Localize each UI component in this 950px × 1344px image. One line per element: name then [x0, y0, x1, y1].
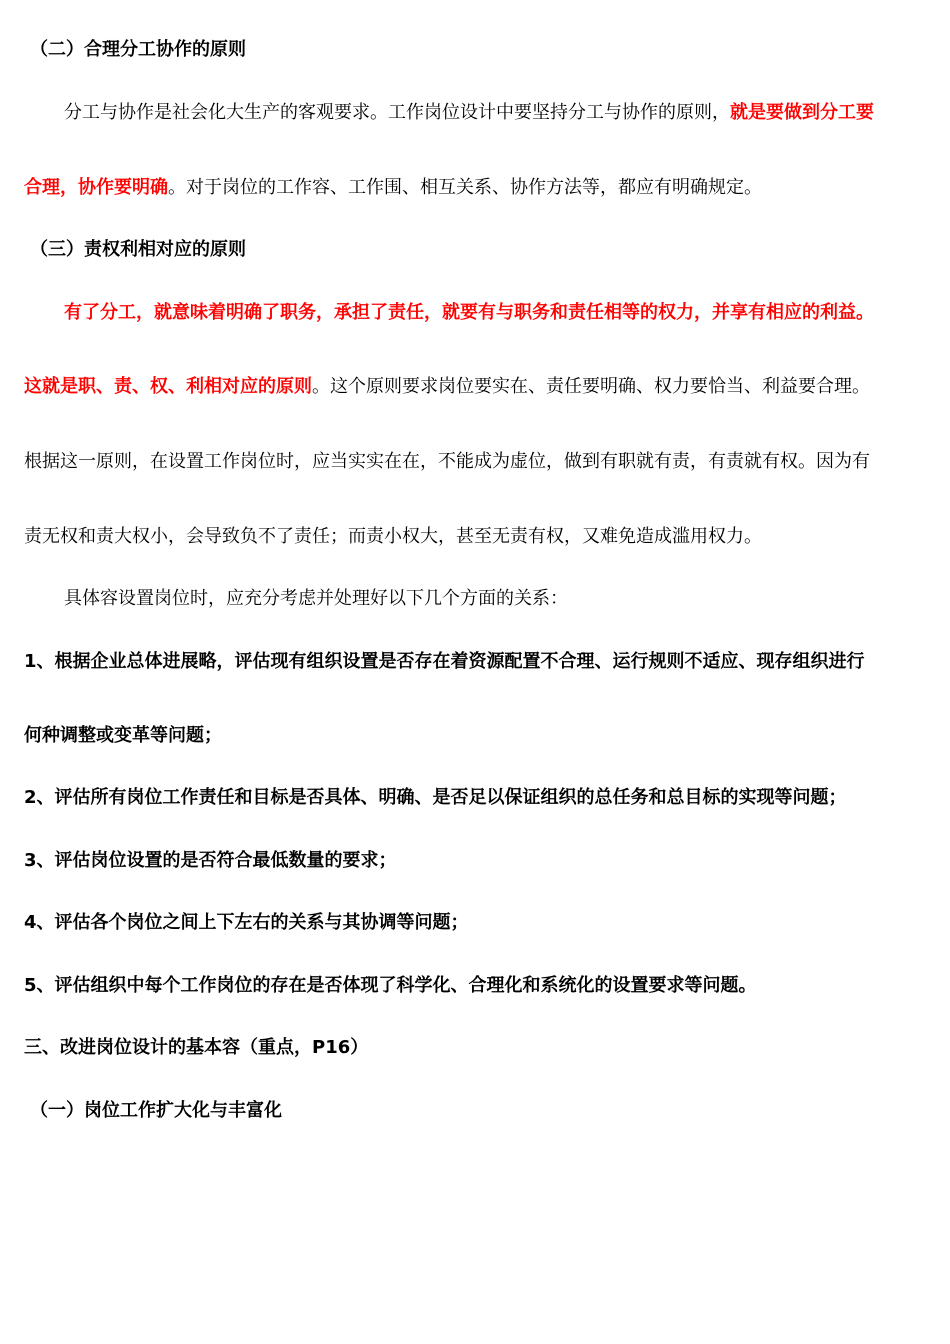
part-3-heading: 三、改进岗位设计的基本容（重点，P16）: [24, 1037, 369, 1058]
section-2-paragraph-line-2: [24, 176, 762, 200]
list-item-1-line-2: 何种调整或变革等问题；: [24, 725, 222, 746]
list-item-1-line-1: 1、根据企业总体进展略，评估现有组织设置是否存在着资源配置不合理、运行规则不适应、现存组织进行: [24, 651, 865, 672]
part-3-subheading: （一）岗位工作扩大化与丰富化: [30, 1100, 282, 1121]
emphasis-text: 合理，协作要明确: [24, 177, 168, 198]
section-3-paragraph-line-3: 根据这一原则，在设置工作岗位时，应当实实在在，不能成为虚位，做到有职就有责，有责就有权。因为有: [24, 451, 870, 472]
section-3-paragraph-line-4: 责无权和责大权小，会导致负不了责任；而责小权大，甚至无责有权，又难免造成滥用权力。: [24, 526, 762, 547]
emphasis-text: 这就是职、责、权、利相对应的原则: [24, 376, 312, 397]
section-3-heading: （三）责权利相对应的原则: [30, 239, 246, 260]
emphasis-text: 就是要做到分工要: [730, 102, 874, 123]
section-2-paragraph-line-1: [64, 101, 874, 125]
body-text: 。这个原则要求岗位要实在、责任要明确、权力要恰当、利益要合理。: [312, 376, 870, 397]
section-2-heading: （二）合理分工协作的原则: [30, 39, 246, 60]
section-3-paragraph-line-2: [24, 375, 870, 399]
section-3-paragraph-line-1: [64, 301, 874, 325]
emphasis-text: 有了分工，就意味着明确了职务，承担了责任，就要有与职务和责任相等的权力，并享有相应的利益。: [64, 302, 874, 323]
body-text: 。对于岗位的工作容、工作围、相互关系、协作方法等，都应有明确规定。: [168, 177, 762, 198]
list-item-3: 3、评估岗位设置的是否符合最低数量的要求；: [24, 850, 397, 871]
list-item-5: 5、评估组织中每个工作岗位的存在是否体现了科学化、合理化和系统化的设置要求等问题。: [24, 975, 757, 996]
section-3-paragraph-2: 具体容设置岗位时，应充分考虑并处理好以下几个方面的关系：: [64, 588, 568, 609]
list-item-2: 2、评估所有岗位工作责任和目标是否具体、明确、是否足以保证组织的总任务和总目标的实现等问题；: [24, 787, 847, 808]
list-item-4: 4、评估各个岗位之间上下左右的关系与其协调等问题；: [24, 912, 469, 933]
body-text: 分工与协作是社会化大生产的客观要求。工作岗位设计中要坚持分工与协作的原则，: [64, 102, 730, 123]
